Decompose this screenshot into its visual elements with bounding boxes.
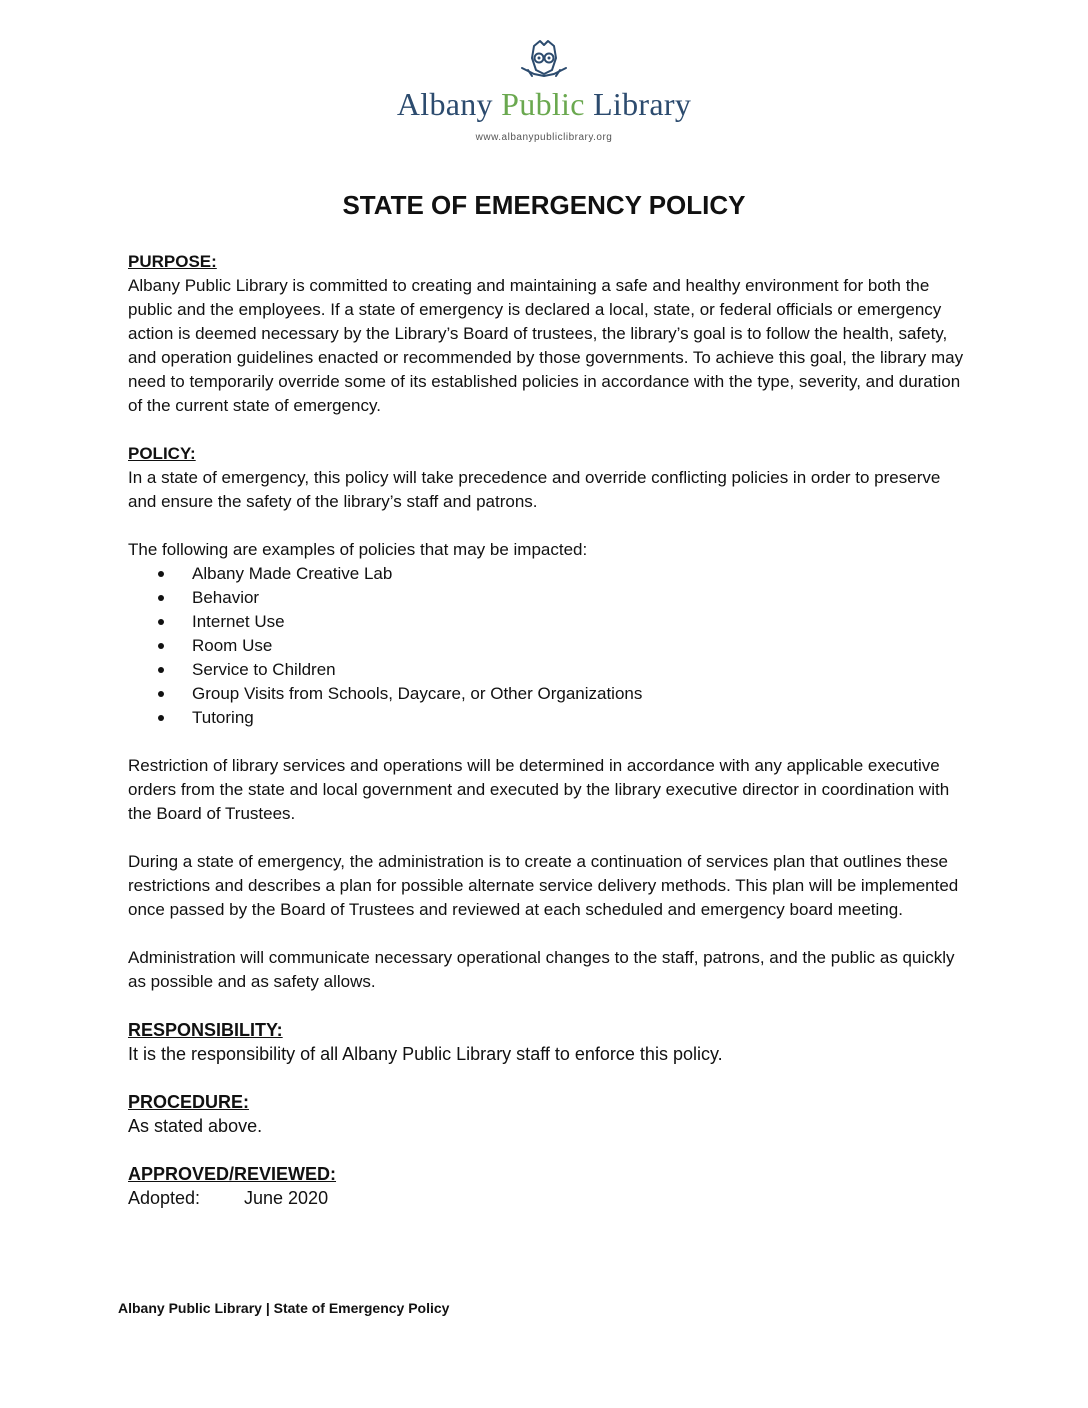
logo-name-part1: Albany [396,86,502,122]
document-body [128,250,968,1234]
communication-paragraph-block [128,946,968,994]
list-item-text: Service to Children [192,660,336,679]
list-item [158,658,968,682]
procedure-heading: PROCEDURE: [128,1092,250,1112]
approved-section [128,1162,968,1210]
communication-paragraph: Administration will communicate necessary operational changes to the staff, patrons, and the public as quickly as possible and as safety allows. [128,948,955,991]
bullet-icon [158,595,164,601]
purpose-section [128,250,968,418]
logo-name-part2: Public [501,86,585,122]
purpose-text: Albany Public Library is committed to creating and maintaining a safe and healthy environment for both the public and the employees. If a state of emergency is declared a local, state, or federal officials or emergency action is deemed necessary by the Library’s Board of trustees, the library’s goal is to follow the health, safety, and operation guidelines enacted or recommended by those governments. To achieve this goal, the library may need to temporarily override some of its established policies in accordance with the type, severity, and duration of the current state of emergency. [128,276,964,415]
bullet-icon [158,571,164,577]
responsibility-section [128,1018,968,1066]
policy-section [128,442,968,514]
list-item-text: Behavior [192,588,260,607]
list-item [158,706,968,730]
restriction-paragraph-block [128,754,968,826]
policy-intro: In a state of emergency, this policy will take precedence and override conflicting policies in order to preserve and ensure the safety of the library’s staff and patrons. [128,468,941,511]
library-url: www.albanypubliclibrary.org [475,132,613,143]
policy-heading: POLICY: [128,444,196,463]
list-item [158,586,968,610]
impacted-list-intro: The following are examples of policies that may be impacted: [128,540,588,559]
bullet-icon [158,691,164,697]
restriction-paragraph: Restriction of library services and operations will be determined in accordance with any applicable executive orders from the state and local government and executed by the library executive director in coordination with the Board of Trustees. [128,756,950,823]
adopted-label: Adopted: [128,1188,201,1208]
list-item-text: Tutoring [192,708,254,727]
bullet-icon [158,643,164,649]
procedure-text: As stated above. [128,1116,263,1136]
bullet-icon [158,619,164,625]
adopted-date: June 2020 [244,1188,329,1208]
list-item [158,562,968,586]
impacted-policies-block [128,538,968,730]
owl-logo-icon [518,38,570,84]
continuation-paragraph: During a state of emergency, the administration is to create a continuation of services plan that outlines these restrictions and describes a plan for possible alternate service delivery methods. This plan will be implemented once passed by the Board of Trustees and reviewed at each scheduled and emergency board meeting. [128,852,959,919]
list-item [158,610,968,634]
list-item-text: Group Visits from Schools, Daycare, or Other Organizations [192,684,643,703]
impacted-policies-list [128,562,968,730]
bullet-icon [158,715,164,721]
logo-name-part3: Library [584,86,692,122]
procedure-section [128,1090,968,1138]
list-item-text: Albany Made Creative Lab [192,564,393,583]
list-item [158,682,968,706]
approved-heading: APPROVED/REVIEWED: [128,1164,337,1184]
purpose-heading: PURPOSE: [128,252,217,271]
continuation-paragraph-block [128,850,968,922]
responsibility-text: It is the responsibility of all Albany Public Library staff to enforce this policy. [128,1044,723,1064]
page-footer: Albany Public Library | State of Emergency Policy [118,1300,450,1316]
library-logo-name [0,86,1088,123]
bullet-icon [158,667,164,673]
adopted-row [128,1186,968,1210]
list-item-text: Room Use [192,636,273,655]
list-item [158,634,968,658]
list-item-text: Internet Use [192,612,285,631]
responsibility-heading: RESPONSIBILITY: [128,1020,283,1040]
document-title: STATE OF EMERGENCY POLICY [342,190,746,220]
